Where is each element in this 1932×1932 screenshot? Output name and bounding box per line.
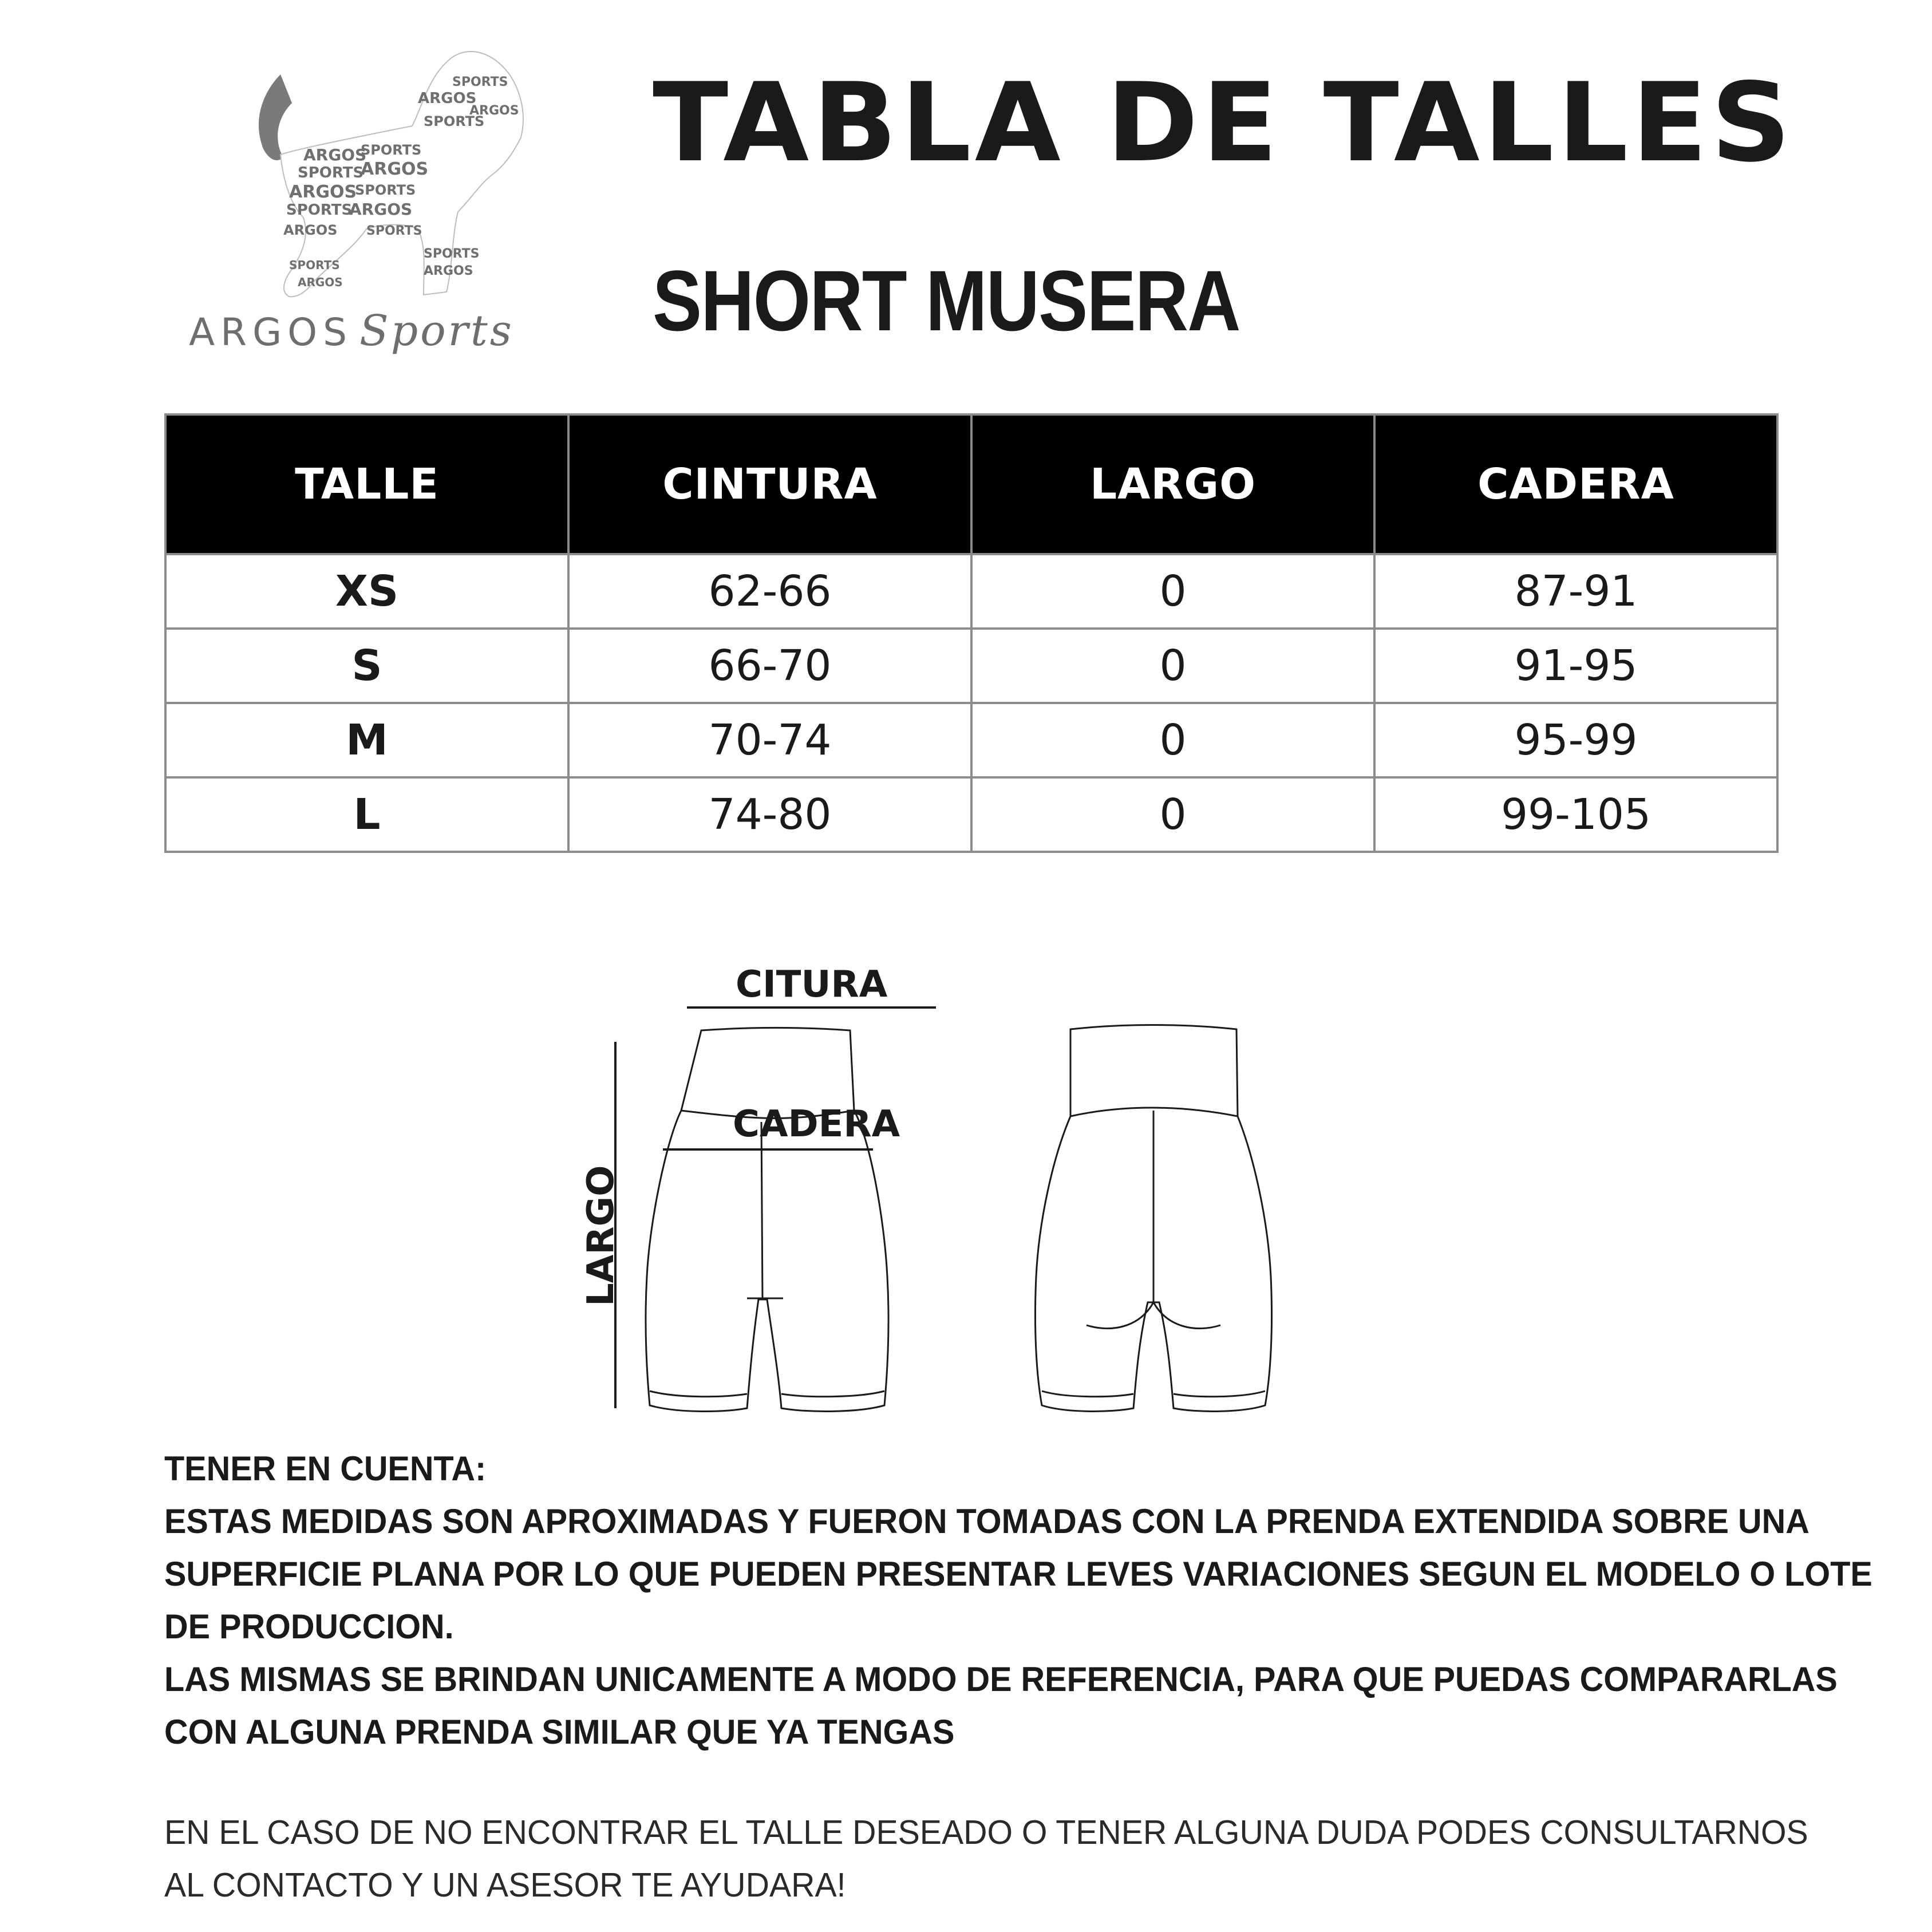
cell-cadera: 99-105 xyxy=(1374,777,1777,852)
logo-fill-word: ARGOS xyxy=(289,182,357,202)
note-line: SUPERFICIE PLANA POR LO QUE PUEDEN PRESENTAR LEVES VARIACIONES SEGUN EL MODELO O LOTE xyxy=(164,1555,1872,1593)
logo-fill-word: SPORTS xyxy=(366,224,422,238)
logo-fill-word: SPORTS xyxy=(355,182,416,198)
cell-largo: 0 xyxy=(971,777,1374,852)
logo-main-text: ARGOS xyxy=(189,310,353,354)
header-largo: LARGO xyxy=(971,414,1374,554)
logo-fill-word: SPORTS xyxy=(298,164,364,181)
logo-fill-word: SPORTS xyxy=(361,142,422,158)
cell-talle: L xyxy=(165,777,568,852)
cell-cintura: 66-70 xyxy=(568,629,971,703)
table-row xyxy=(165,554,1777,629)
cell-largo: 0 xyxy=(971,629,1374,703)
note-line: DE PRODUCCION. xyxy=(164,1607,454,1646)
page-title: TABLA DE TALLES xyxy=(653,60,1795,186)
cell-largo: 0 xyxy=(971,703,1374,777)
logo-fill-word: ARGOS xyxy=(349,200,413,219)
notes-heading: TENER EN CUENTA: xyxy=(164,1449,487,1488)
header-talle: TALLE xyxy=(165,414,568,554)
logo-fill-word: SPORTS xyxy=(424,113,485,129)
label-waist: CITURA xyxy=(736,963,888,1006)
table-header-row xyxy=(165,414,1777,554)
label-hip: CADERA xyxy=(733,1103,900,1145)
table-row xyxy=(165,629,1777,703)
dog-silhouette-icon xyxy=(183,40,538,309)
cell-cintura: 62-66 xyxy=(568,554,971,629)
cell-cadera: 95-99 xyxy=(1374,703,1777,777)
cell-largo: 0 xyxy=(971,554,1374,629)
back-shorts-outline xyxy=(1035,1025,1271,1412)
logo-fill-word: SPORTS xyxy=(289,258,340,272)
logo-fill-word: ARGOS xyxy=(298,275,343,289)
cell-talle: XS xyxy=(165,554,568,629)
logo-fill-word: SPORTS xyxy=(286,202,353,219)
page-subtitle: SHORT MUSERA xyxy=(653,252,1240,349)
table-row xyxy=(165,703,1777,777)
logo-fill-word: ARGOS xyxy=(469,104,519,118)
brand-logo xyxy=(183,40,538,372)
shorts-illustration-icon xyxy=(561,950,1374,1425)
logo-fill-word: ARGOS xyxy=(361,159,429,179)
logo-wordmark xyxy=(189,306,514,355)
note-line: ESTAS MEDIDAS SON APROXIMADAS Y FUERON TOMADAS CON LA PRENDA EXTENDIDA SOBRE UNA xyxy=(164,1502,1809,1540)
table-row xyxy=(165,777,1777,852)
cell-cintura: 74-80 xyxy=(568,777,971,852)
contact-line: EN EL CASO DE NO ENCONTRAR EL TALLE DESEADO O TENER ALGUNA DUDA PODES CONSULTARNOS xyxy=(164,1814,1808,1851)
logo-fill-word: ARGOS xyxy=(283,222,338,238)
logo-fill-word: SPORTS xyxy=(424,247,480,261)
header-cadera: CADERA xyxy=(1374,414,1777,554)
notes-section xyxy=(164,1443,1872,1759)
garment-diagram xyxy=(561,950,1374,1425)
logo-fill-word: SPORTS xyxy=(452,75,508,89)
cell-cadera: 87-91 xyxy=(1374,554,1777,629)
label-length: LARGO xyxy=(580,1165,622,1306)
contact-section xyxy=(164,1806,1808,1911)
front-shorts-outline xyxy=(646,1028,888,1412)
header-cintura: CINTURA xyxy=(568,414,971,554)
cell-cintura: 70-74 xyxy=(568,703,971,777)
size-table xyxy=(164,413,1779,853)
cell-talle: S xyxy=(165,629,568,703)
logo-fill-word: ARGOS xyxy=(418,90,477,107)
logo-script-text: Sports xyxy=(359,306,514,355)
cell-cadera: 91-95 xyxy=(1374,629,1777,703)
logo-fill-word: ARGOS xyxy=(424,264,473,278)
logo-fill-word: ARGOS xyxy=(303,145,367,164)
note-line: CON ALGUNA PRENDA SIMILAR QUE YA TENGAS xyxy=(164,1713,955,1751)
note-line: LAS MISMAS SE BRINDAN UNICAMENTE A MODO DE REFERENCIA, PARA QUE PUEDAS COMPARARLAS xyxy=(164,1660,1838,1698)
cell-talle: M xyxy=(165,703,568,777)
contact-line: AL CONTACTO Y UN ASESOR TE AYUDARA! xyxy=(164,1866,846,1904)
